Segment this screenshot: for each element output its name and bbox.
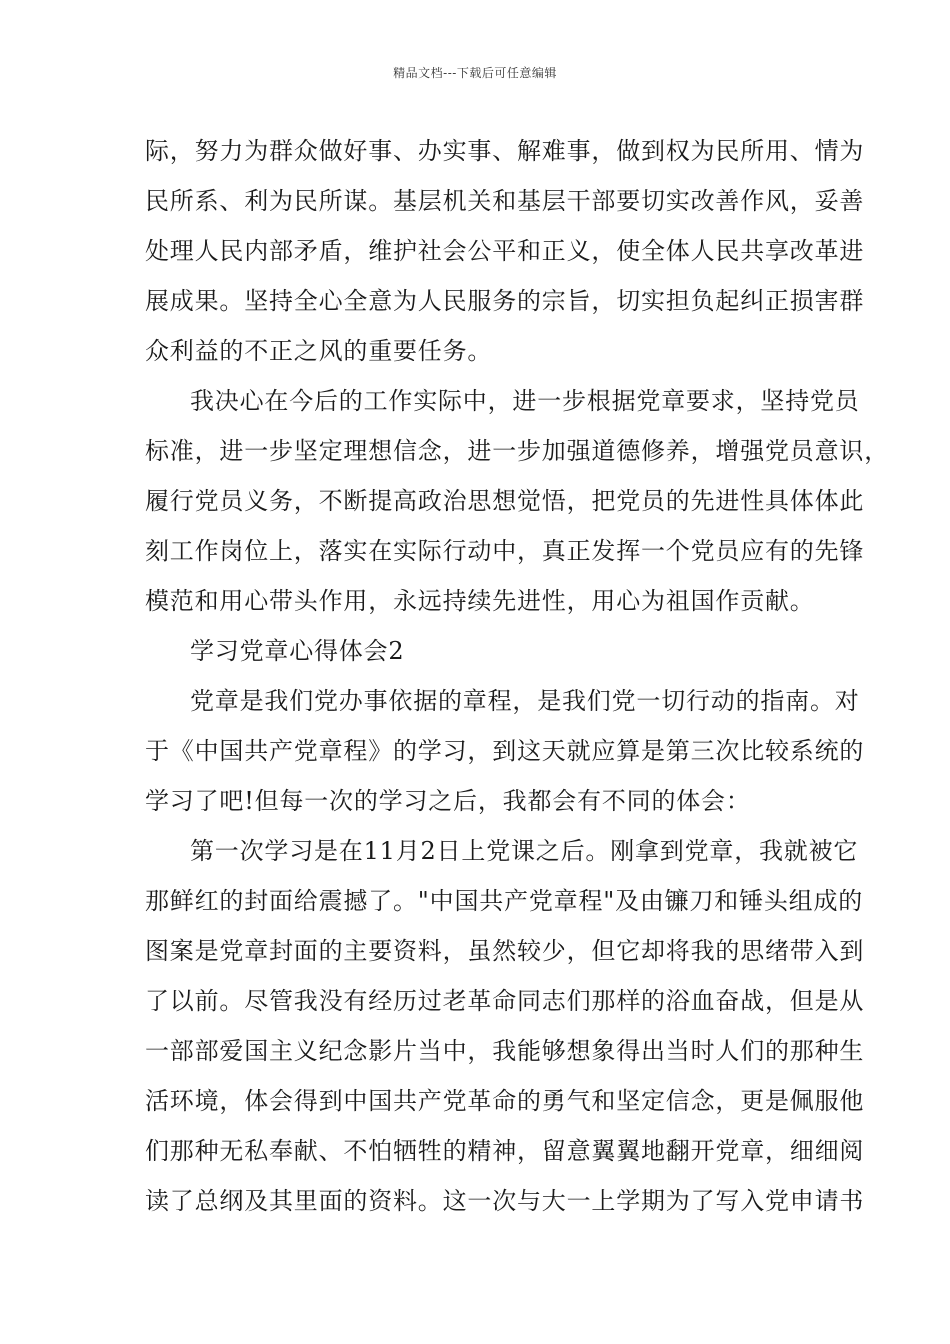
text-line: 刻工作岗位上，落实在实际行动中，真正发挥一个党员应有的先锋 [145,537,865,565]
page-header: 精品文档---下载后可任意编辑 [393,66,557,80]
document-body [145,126,889,1226]
text-line: 民所系、利为民所谋。基层机关和基层干部要切实改善作风，妥善 [145,187,865,215]
text-line: 活环境，体会得到中国共产党革命的勇气和坚定信念，更是佩服他 [145,1087,865,1115]
text-line: 处理人民内部矛盾，维护社会公平和正义，使全体人民共享改革进 [145,237,865,265]
text-line: 履行党员义务，不断提高政治思想觉悟，把党员的先进性具体体此 [145,487,865,515]
paragraph-first-line: 第一次学习是在11月2日上党课之后。刚拿到党章，我就被它 [190,837,859,865]
text-line: 于《中国共产党章程》的学习，到这天就应算是第三次比较系统的 [145,737,865,765]
text-line: 那鲜红的封面给震撼了。"中国共产党章程"及由镰刀和锤头组成的 [145,887,864,915]
text-line: 众利益的不正之风的重要任务。 [145,337,493,365]
text-line: 了以前。尽管我没有经历过老革命同志们那样的浴血奋战，但是从 [145,987,865,1015]
text-line: 模范和用心带头作用，永远持续先进性，用心为祖国作贡献。 [145,587,815,615]
text-line: 际，努力为群众做好事、办实事、解难事，做到权为民所用、情为 [145,137,865,165]
paragraph-first-line: 党章是我们党办事依据的章程，是我们党一切行动的指南。对 [190,687,860,715]
paragraph-first-line: 我决心在今后的工作实际中，进一步根据党章要求，坚持党员 [190,387,860,415]
text-line: 们那种无私奉献、不怕牺牲的精神，留意翼翼地翻开党章，细细阅 [145,1137,865,1165]
text-line: 读了总纲及其里面的资料。这一次与大一上学期为了写入党申请书 [145,1187,865,1215]
text-line: 标准，进一步坚定理想信念，进一步加强道德修养，增强党员意识， [145,437,889,465]
text-line: 展成果。坚持全心全意为人民服务的宗旨，切实担负起纠正损害群 [145,287,865,315]
text-line: 图案是党章封面的主要资料，虽然较少，但它却将我的思绪带入到 [145,937,865,965]
text-line: 一部部爱国主义纪念影片当中，我能够想象得出当时人们的那种生 [145,1037,865,1065]
section-heading: 学习党章心得体会2 [190,637,405,665]
text-line: 学习了吧!但每一次的学习之后，我都会有不同的体会： [145,787,751,815]
